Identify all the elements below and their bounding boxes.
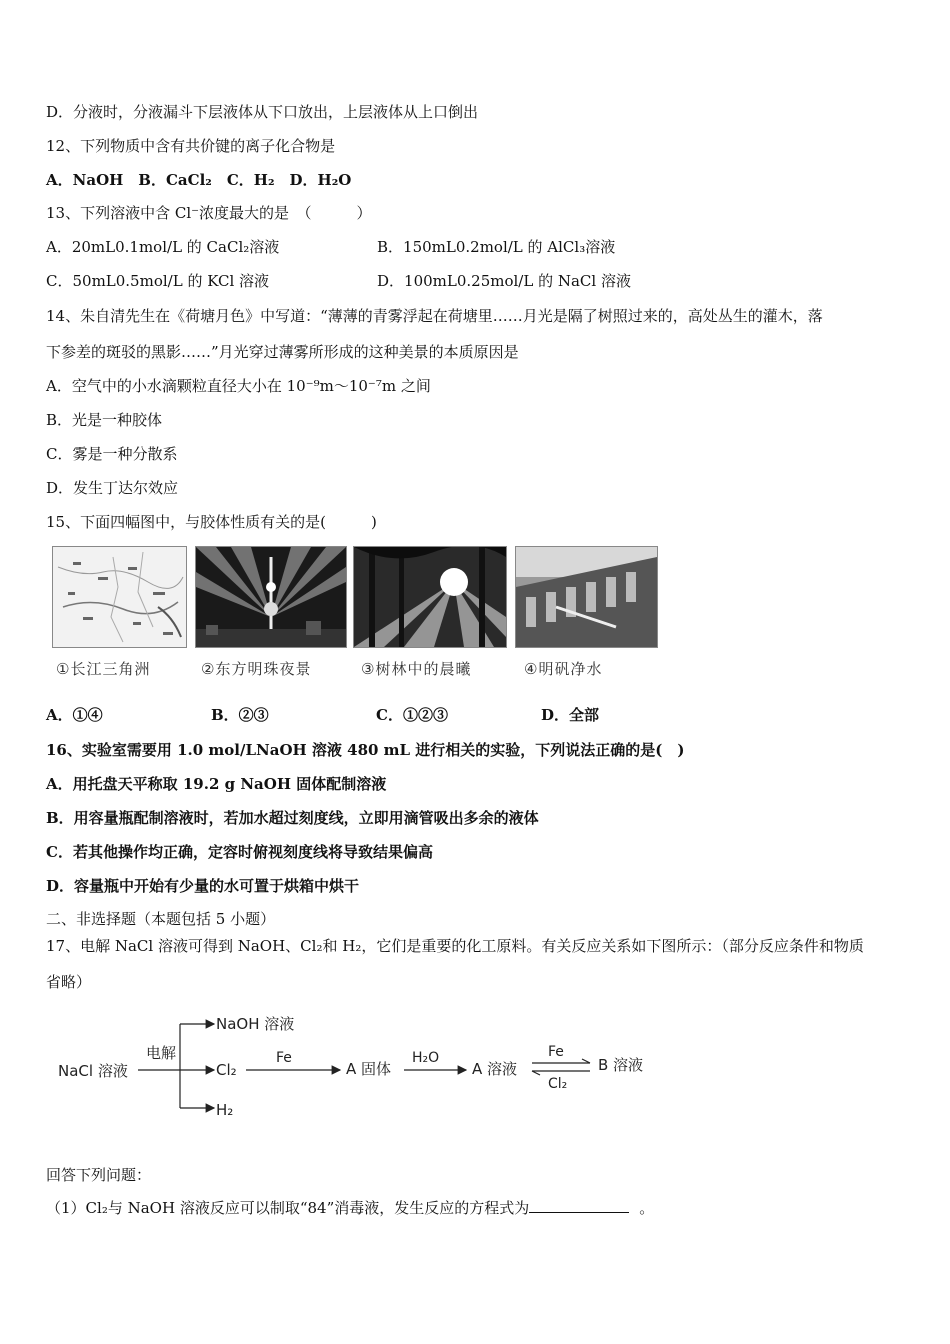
naoh-solution-label: NaOH 溶液	[216, 1015, 295, 1033]
q13-option-c: C．50mL0.5mol/L 的 KCl 溶液	[46, 272, 270, 290]
q13-option-d: D．100mL0.25mol/L 的 NaCl 溶液	[377, 272, 631, 290]
q15-figure-strip	[52, 546, 662, 686]
caption-1: ①长江三角洲	[56, 660, 151, 678]
q16-option-a: A．用托盘天平称取 19.2 g NaOH 固体配制溶液	[46, 775, 387, 793]
section-heading: 二、非选择题（本题包括 5 小题）	[46, 910, 276, 928]
electrolysis-label: 电解	[146, 1044, 177, 1062]
h2o-reagent-label: H₂O	[412, 1050, 440, 1066]
q12-options: A．NaOH B．CaCl₂ C．H₂ D．H₂O	[46, 171, 352, 189]
q16-option-c: C．若其他操作均正确，定容时俯视刻度线将导致结果偏高	[46, 843, 433, 861]
nacl-solution-label: NaCl 溶液	[58, 1062, 128, 1080]
q14-stem-line1: 14、朱自清先生在《荷塘月色》中写道：“薄薄的青雾浮起在荷塘里……月光是隔了树照过来的，高处丛生的灌木，落	[46, 307, 823, 325]
q11-option-d: D．分液时，分液漏斗下层液体从下口放出，上层液体从上口倒出	[46, 103, 479, 121]
q14-option-a: A．空气中的小水滴颗粒直径大小在 10⁻⁹m～10⁻⁷m 之间	[46, 377, 431, 395]
q13-option-a: A．20mL0.1mol/L 的 CaCl₂溶液	[46, 238, 280, 256]
h2-label: H₂	[216, 1101, 234, 1119]
q17-stem-line2: 省略）	[46, 973, 92, 991]
caption-4: ④明矾净水	[524, 660, 603, 678]
q17-sub1-text: （1）Cl₂与 NaOH 溶液反应可以制取“84”消毒液，发生反应的方程式为	[46, 1199, 530, 1217]
q13-stem: 13、下列溶液中含 Cl⁻浓度最大的是 （ ）	[46, 204, 372, 222]
forest-morning-light-image	[353, 546, 507, 648]
q14-option-b: B．光是一种胶体	[46, 411, 163, 429]
q17-sub1	[46, 1198, 654, 1218]
alum-water-purification-image	[515, 546, 658, 648]
q14-option-c: C．雾是一种分散系	[46, 445, 178, 463]
a-solid-label: A 固体	[346, 1060, 392, 1078]
fe-forward-label: Fe	[548, 1044, 564, 1060]
yangtze-delta-map-image	[52, 546, 187, 648]
a-solution-label: A 溶液	[472, 1060, 518, 1078]
q16-option-d: D．容量瓶中开始有少量的水可置于烘箱中烘干	[46, 877, 360, 895]
q16-stem: 16、实验室需要用 1.0 mol/LNaOH 溶液 480 mL 进行相关的实验，下列说法正确的是( )	[46, 741, 685, 759]
answer-prompt: 回答下列问题：	[46, 1166, 152, 1184]
answer-blank[interactable]	[529, 1198, 629, 1213]
cl2-backward-label: Cl₂	[548, 1076, 568, 1092]
q15-option-d: D．全部	[541, 706, 600, 724]
q14-stem-line2: 下参差的斑驳的黑影……”月光穿过薄雾所形成的这种美景的本质原因是	[46, 343, 519, 361]
q15-stem: 15、下面四幅图中，与胶体性质有关的是( )	[46, 513, 377, 531]
reaction-flow-diagram	[46, 1008, 686, 1128]
q17-stem-line1: 17、电解 NaCl 溶液可得到 NaOH、Cl₂和 H₂，它们是重要的化工原料。有关反应关系如下图所示：（部分反应条件和物质	[46, 937, 864, 955]
q17-sub1-end: 。	[639, 1199, 655, 1217]
q12-stem: 12、下列物质中含有共价键的离子化合物是	[46, 137, 336, 155]
b-solution-label: B 溶液	[598, 1056, 644, 1074]
caption-2: ②东方明珠夜景	[201, 660, 312, 678]
oriental-pearl-night-image	[195, 546, 347, 648]
q15-option-a: A．①④	[46, 706, 103, 724]
caption-3: ③树林中的晨曦	[361, 660, 472, 678]
q16-option-b: B．用容量瓶配制溶液时，若加水超过刻度线，立即用滴管吸出多余的液体	[46, 809, 539, 827]
cl2-label: Cl₂	[216, 1061, 237, 1079]
q14-option-d: D．发生丁达尔效应	[46, 479, 179, 497]
q13-option-b: B．150mL0.2mol/L 的 AlCl₃溶液	[377, 238, 616, 256]
q15-option-b: B．②③	[211, 706, 269, 724]
fe-reagent-label: Fe	[276, 1050, 292, 1066]
q15-option-c: C．①②③	[376, 706, 448, 724]
